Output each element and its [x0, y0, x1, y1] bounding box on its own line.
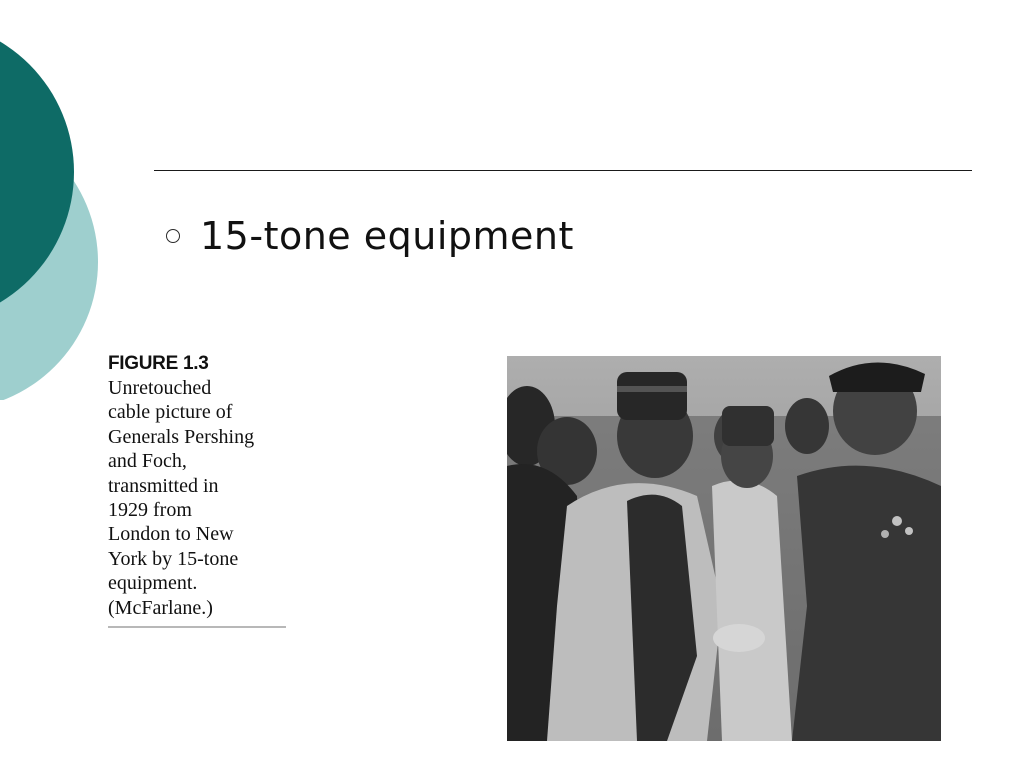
- photograph-icon: [507, 356, 941, 741]
- decorative-circles: [0, 0, 110, 400]
- figure-caption: [108, 352, 286, 628]
- hollow-circle-bullet-icon: [166, 229, 180, 243]
- figure-caption-text: Unretouched cable picture of Generals Pershing and Foch, transmitted in 1929 from London to New York by 15-tone equipment. (McFarlane.): [108, 376, 286, 628]
- title-divider: [154, 170, 972, 171]
- figure-label: FIGURE 1.3: [108, 353, 209, 374]
- bullet-item: [166, 212, 574, 260]
- bullet-text: 15-tone equipment: [200, 214, 574, 258]
